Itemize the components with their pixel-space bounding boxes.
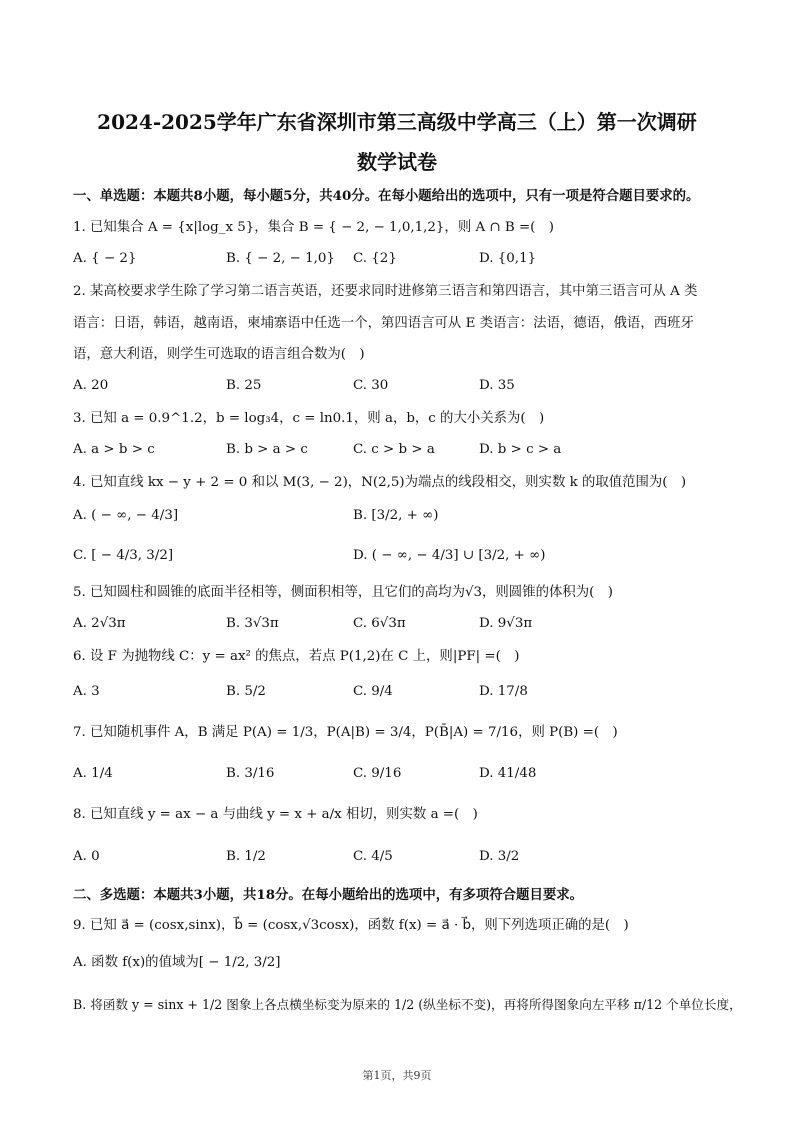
q3-option-b: B. b > a > c bbox=[226, 442, 308, 457]
q6-option-b: B. 5/2 bbox=[226, 684, 266, 699]
q4-option-c: C. [ − 4/3, 3/2] bbox=[73, 548, 174, 563]
q7-option-a: A. 1/4 bbox=[73, 766, 113, 781]
q2-option-d: D. 35 bbox=[479, 378, 515, 393]
q1-option-b: B. { − 2, − 1,0} bbox=[226, 251, 335, 266]
q1-option-a: A. { − 2} bbox=[73, 251, 137, 266]
question-7: 7. 已知随机事件 A，B 满足 P(A) = 1/3，P(A|B) = 3/4，P(B̄|A) = 7/16，则 P(B) =( ) bbox=[73, 725, 618, 740]
q3-option-c: C. c > b > a bbox=[353, 442, 435, 457]
page-footer: 第1页，共9页 bbox=[362, 1069, 432, 1082]
question-8-options bbox=[73, 849, 723, 869]
q8-option-a: A. 0 bbox=[73, 849, 100, 864]
q2-option-a: A. 20 bbox=[73, 378, 109, 393]
q7-option-c: C. 9/16 bbox=[353, 766, 402, 781]
exam-subtitle: 数学试卷 bbox=[357, 150, 437, 174]
question-9: 9. 已知 a⃗ = (cosx,sinx)，b⃗ = (cosx,√3cosx)，函数 f(x) = a⃗ · b⃗，则下列选项正确的是( ) bbox=[73, 918, 629, 933]
q1-option-d: D. {0,1} bbox=[479, 251, 537, 266]
question-7-options bbox=[73, 766, 723, 786]
exam-title: 2024-2025学年广东省深圳市第三高级中学高三（上）第一次调研 bbox=[97, 110, 697, 134]
section-2-heading: 二、多选题：本题共3小题，共18分。在每小题给出的选项中，有多项符合题目要求。 bbox=[73, 887, 584, 903]
question-3-options bbox=[73, 442, 723, 462]
q2-option-c: C. 30 bbox=[353, 378, 389, 393]
q6-option-c: C. 9/4 bbox=[353, 684, 393, 699]
question-2-line-1: 2. 某高校要求学生除了学习第二语言英语，还要求同时进修第三语言和第四语言，其中第三语言可从 A 类 bbox=[73, 284, 698, 299]
q8-option-d: D. 3/2 bbox=[479, 849, 520, 864]
q4-option-a: A. ( − ∞, − 4/3] bbox=[73, 508, 179, 523]
question-4-options-row-2 bbox=[73, 548, 723, 568]
question-5-options bbox=[73, 616, 723, 636]
q9-option-a: A. 函数 f(x)的值域为[ − 1/2, 3/2] bbox=[73, 955, 281, 970]
question-2-line-3: 语，意大利语，则学生可选取的语言组合数为( ) bbox=[73, 347, 365, 362]
q5-option-a: A. 2√3π bbox=[73, 616, 126, 631]
q1-option-c: C. {2} bbox=[353, 251, 397, 266]
question-6: 6. 设 F 为抛物线 C：y = ax² 的焦点，若点 P(1,2)在 C 上，则|PF| =( ) bbox=[73, 649, 520, 664]
question-2-options bbox=[73, 378, 723, 398]
q8-option-c: C. 4/5 bbox=[353, 849, 393, 864]
question-1-options bbox=[73, 251, 723, 271]
q4-option-d: D. ( − ∞, − 4/3] ∪ [3/2, + ∞) bbox=[353, 548, 546, 563]
q6-option-d: D. 17/8 bbox=[479, 684, 528, 699]
q8-option-b: B. 1/2 bbox=[226, 849, 266, 864]
question-1: 1. 已知集合 A = {x|log_x 5}，集合 B = { − 2, − 1,0,1,2}，则 A ∩ B =( ) bbox=[73, 220, 555, 235]
question-3: 3. 已知 a = 0.9^1.2，b = log₃4，c = ln0.1，则 a，b，c 的大小关系为( ) bbox=[73, 411, 545, 426]
question-2-line-2: 语言：日语，韩语，越南语，柬埔寨语中任选一个，第四语言可从 E 类语言：法语，德语，俄语，西班牙 bbox=[73, 316, 694, 331]
q5-option-b: B. 3√3π bbox=[226, 616, 279, 631]
q7-option-d: D. 41/48 bbox=[479, 766, 537, 781]
q3-option-d: D. b > c > a bbox=[479, 442, 562, 457]
q9-option-b: B. 将函数 y = sinx + 1/2 图象上各点横坐标变为原来的 1/2 (纵坐标不变)，再将所得图象向左平移 π/12 个单位长度， bbox=[73, 997, 742, 1012]
q7-option-b: B. 3/16 bbox=[226, 766, 275, 781]
question-5: 5. 已知圆柱和圆锥的底面半径相等，侧面积相等，且它们的高均为√3，则圆锥的体积为( ) bbox=[73, 585, 613, 600]
section-1-heading: 一、单选题：本题共8小题，每小题5分，共40分。在每小题给出的选项中，只有一项是符合题目要求的。 bbox=[73, 188, 700, 204]
q5-option-d: D. 9√3π bbox=[479, 616, 533, 631]
q5-option-c: C. 6√3π bbox=[353, 616, 406, 631]
q2-option-b: B. 25 bbox=[226, 378, 262, 393]
question-4: 4. 已知直线 kx − y + 2 = 0 和以 M(3, − 2)，N(2,5)为端点的线段相交，则实数 k 的取值范围为( ) bbox=[73, 475, 687, 490]
q4-option-b: B. [3/2, + ∞) bbox=[353, 508, 439, 523]
q6-option-a: A. 3 bbox=[73, 684, 100, 699]
q3-option-a: A. a > b > c bbox=[73, 442, 155, 457]
question-4-options-row-1 bbox=[73, 508, 723, 528]
question-6-options bbox=[73, 684, 723, 704]
question-8: 8. 已知直线 y = ax − a 与曲线 y = x + a/x 相切，则实数 a =( ) bbox=[73, 807, 478, 822]
